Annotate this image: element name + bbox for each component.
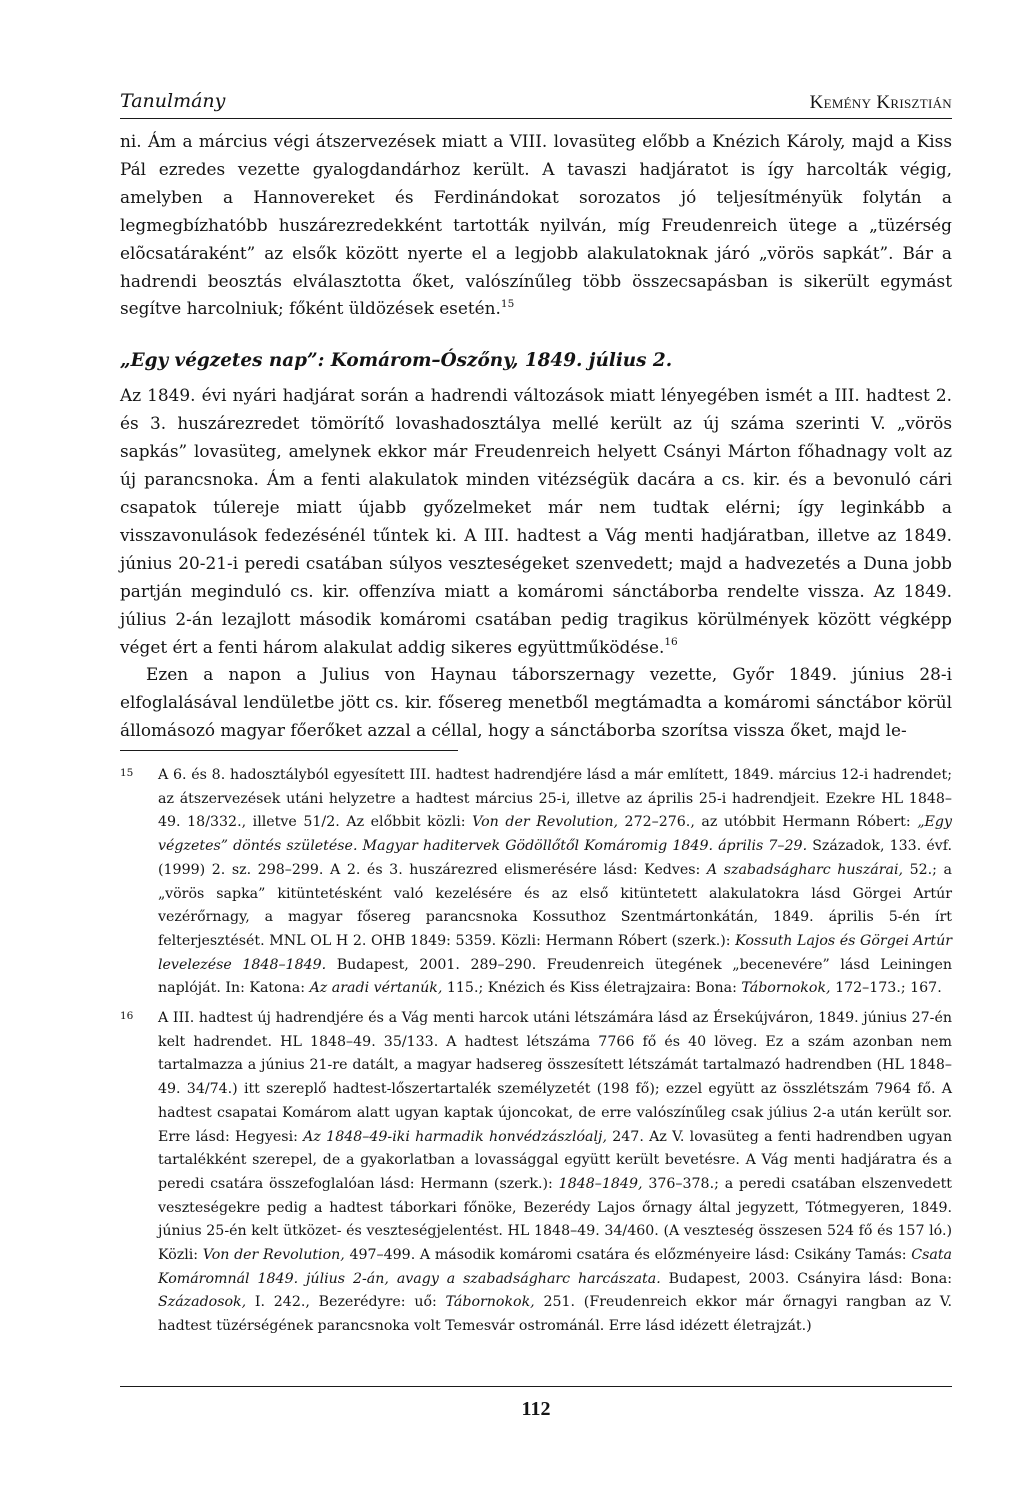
footnote-text: I. 242., Bezerédyre: uő:: [246, 1294, 446, 1311]
footnote-16: [120, 1007, 952, 1339]
cited-title: A szabadságharc huszárai,: [706, 861, 904, 878]
footnote-reference[interactable]: 15: [500, 297, 515, 310]
footnote-text: 115.; Knézich és Kiss életrajzaira: Bona:: [442, 980, 742, 997]
footnote-text: 497–499. A második komáromi csatára és előzményeire lásd: Csikány Tamás:: [344, 1247, 912, 1264]
cited-title: Tábornokok,: [741, 980, 831, 997]
page-number: 112: [521, 1398, 551, 1420]
cited-title: Csata Komáromnál 1849. július 2-án, avagy a szabadságharc harcászata.: [158, 1247, 952, 1287]
footnote-text: Budapest, 2003. Csányira lásd: Bona:: [660, 1270, 953, 1287]
paragraph-text: Ezen a napon a Julius von Haynau táborszernagy vezette, Győr 1849. június 28-i elfoglalásával lendületbe jött cs. kir. fősereg menetből megtámadta a komáromi sánctábor körül állomásozó magyar főerőket azzal a céllal, hogy a sánctáborba szorítsa vissza őket, majd le-: [120, 664, 952, 741]
body-paragraph: [120, 661, 952, 745]
cited-title: Századosok,: [158, 1294, 247, 1311]
running-header: [120, 82, 952, 119]
cited-title: 1848–1849,: [558, 1175, 643, 1192]
footnotes: [120, 764, 952, 1339]
author-name: Kemény Krisztián: [809, 92, 952, 113]
footnote-number: 15: [120, 767, 134, 779]
body-paragraph: [120, 128, 952, 323]
body-text: [120, 128, 952, 745]
footnote-reference[interactable]: 16: [664, 635, 678, 648]
section-heading: „Egy végzetes nap”: Komárom–Ószőny, 1849. július 2.: [120, 350, 673, 372]
cited-title: Tábornokok,: [445, 1294, 535, 1311]
footnote-text: 251. (Freudenreich ekkor már őrnagyi rangban az V. hadtest tüzérségének parancsnoka volt Temesvár ostrománál. Erre lásd idézett életrajzát.): [158, 1294, 952, 1335]
cited-title: Kossuth Lajos és Görgei Artúr levelezése 1848–1849.: [158, 932, 952, 973]
footnote-number: 16: [120, 1010, 134, 1023]
footnote-text: 272–276., az utóbbit Hermann Róbert:: [617, 814, 918, 831]
footnote-text: 172–173.; 167.: [830, 980, 942, 997]
footnote-text: 247. Az V. lovasüteg a fenti hadrendben ugyan tartalékként szerepel, de a gyakorlatban a lovassággal együtt került bevetésre. A Vág menti hadjáratra és a peredi csatára összefoglalóan lásd: Hermann (szerk.):: [158, 1128, 952, 1192]
section-label: Tanulmány: [120, 90, 226, 112]
footnote-text: Budapest, 2001. 289–290. Freudenreich ütegének „becenevére” lásd Leiningen naplóját. In: Katona:: [158, 956, 953, 997]
cited-title: „Egy végzetes” döntés születése. Magyar haditervek Gödöllőtől Komáromig 1849. április 7–29.: [158, 814, 952, 855]
cited-title: Von der Revolution,: [472, 814, 618, 831]
paragraph-text: ni. Ám a március végi átszervezések miatt a VIII. lovasüteg előbb a Knézich Károly, majd a Kiss Pál ezredes vezette gyalogdandárhoz került. A tavaszi hadjáratot is így harcolták végig, amelyben a Hannovereket és Ferdinándokat sorozatos jó teljesítményük folytán a legmegbízhatóbb huszárezredekként tartották nyilván, míg Freudenreich ütege a „tüzérség elõcsatáraként” az elsők között nyerte el a legjobb alakulatoknak járó „vörös sapkát”. Bár a hadrendi beosztás elválasztotta őket, valószínűleg több összecsapásban is sikerült egymást segítve harcolniuk; főként üldözések esetén.: [120, 131, 952, 319]
footnote-text: A 6. és 8. hadosztályból egyesített III. hadtest hadrendjére lásd a már említett, 1849. március 12-i hadrendet; az átszervezések utáni helyzetre a hadtest március 25-i, illetve az április 25-i hadrendjeit. Ezekre HL 1848–49. 18/332., illetve 51/2. Az előbbit közli:: [158, 767, 952, 831]
cited-title: Von der Revolution,: [202, 1247, 345, 1264]
footnote-text: 52.; a „vörös sapka” kitüntetésként való kezelésére és az első kitüntetett alakulatokra lásd Görgei Artúr vezérőrnagy, a magyar fősereg parancsnoka Kossuthoz Szentmártonkátán, 1849. április 5-én írt felterjesztését. MNL OL H 2. OHB 1849: 5359. Közli: Hermann Róbert (szerk.):: [158, 861, 952, 949]
footnote-separator: [120, 750, 458, 751]
cited-title: Az 1848–49-iki harmadik honvédzászlóalj,: [303, 1128, 607, 1145]
bottom-rule: [120, 1386, 952, 1387]
body-paragraph: [120, 382, 952, 661]
paragraph-text: Az 1849. évi nyári hadjárat során a hadrendi változások miatt lényegében ismét a III. hadtest 2. és 3. huszárezredet tömörítő lovashadosztálya mellé került az új száma szerinti V. „vörös sapkás” lovasüteg, amelynek ekkor már Freudenreich helyett Csányi Márton főhadnagy volt az új parancsnoka. Ám a fenti alakulatok minden vitézségük dacára a cs. kir. és a bevonuló cári csapatok túlereje miatt újabb győzelmeket már nem tudtak elérni; így leginkább a visszavonulások fedezésénél tűntek ki. A III. hadtest a Vág menti hadjáratban, illetve az 1849. június 20-21-i peredi csatában súlyos veszteségeket szenvedett; majd a hadvezetés a Duna jobb partján meginduló cs. kir. offenzíva miatt a komáromi sánctáborba rendelte vissza. Az 1849. július 2-án lezajlott második komáromi csatában pedig tragikus körülmények között végképp véget ért a fenti három alakulat addig sikeres együttműködése.: [120, 385, 952, 657]
cited-title: Az aradi vértanúk,: [309, 980, 443, 997]
footnote-text: A III. hadtest új hadrendjére és a Vág menti harcok utáni létszámára lásd az Érsekújváron, 1849. június 27-én kelt hadrendet. HL 1848–49. 35/133. A hadtest létszáma 7766 fő és 40 löveg. Ez a szám azonban nem tartalmazza a június 21-re datált, a magyar hadsereg összesített létszámát tartalmazó hadrendben (HL 1848–49. 34/74.) itt szereplő hadtest-lőszertartalék személyzetét (198 fő); ezzel együtt az összlétszám 7964 fő. A hadtest csapatai Komárom alatt ugyan kaptak újoncokat, de erre valószínűleg csak július 2-a után került sor. Erre lásd: Hegyesi:: [158, 1010, 952, 1145]
footnote-text: Századok, 133. évf. (1999) 2. sz. 298–299. A 2. és 3. huszárezred elismerésére lásd: Kedves:: [158, 838, 952, 878]
footnote-text: 376–378.; a peredi csatában elszenvedett veszteségekre pedig a hadtest táborkari főnöke, Bezerédy Lajos őrnagy által jegyzett, Tótmegyeren, 1849. június 25-én kelt ütközet- és veszteségjelentést. HL 1848–49. 34/460. (A veszteség összesen 524 fő és 157 ló.) Közli:: [158, 1175, 952, 1264]
footnote-15: [120, 764, 952, 1001]
